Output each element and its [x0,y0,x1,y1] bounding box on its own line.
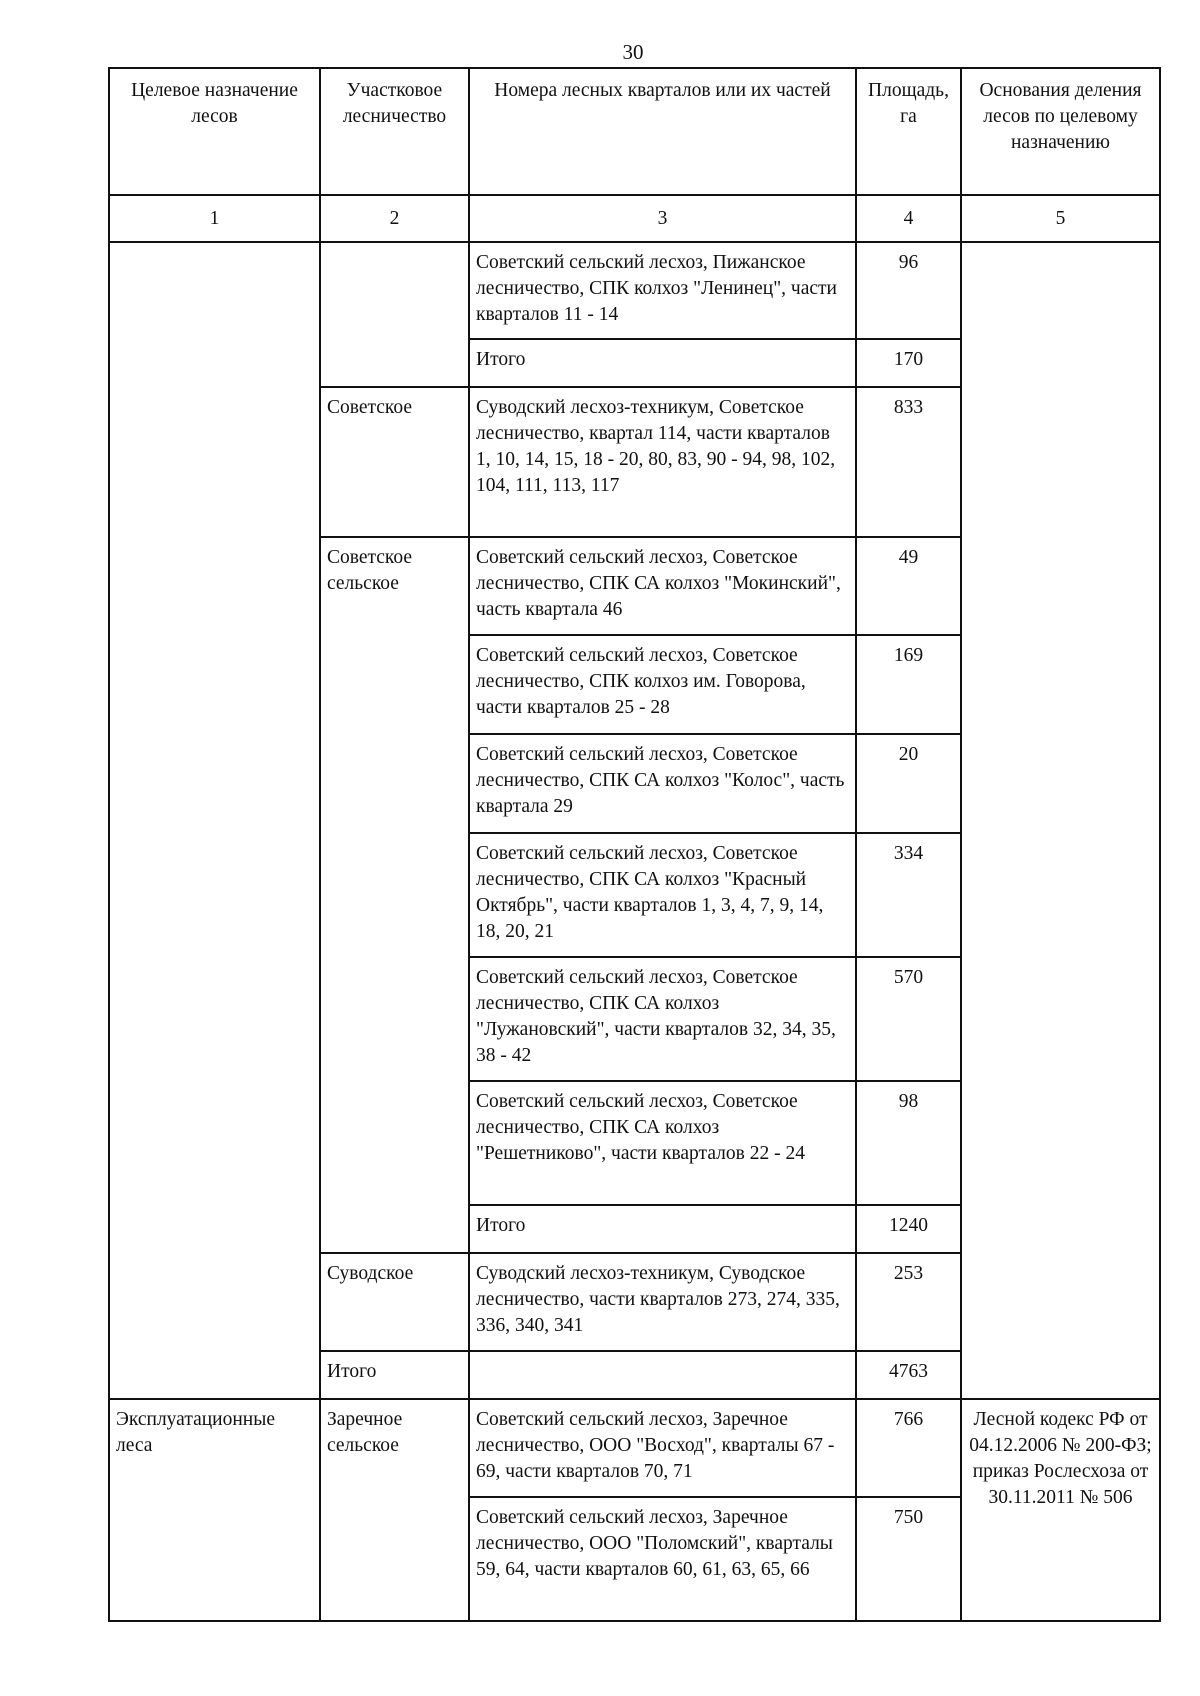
table-row [109,1399,1160,1497]
area-cell: 750 [856,1497,961,1621]
basis-cell: Лесной кодекс РФ от 04.12.2006 № 200-ФЗ; приказ Рослесхоза от 30.11.2011 № 506 [961,1399,1160,1621]
column-number-row [109,195,1160,242]
forestry-cell: Суводское [320,1253,469,1351]
header-quarters: Номера лесных кварталов или их частей [469,68,856,195]
quarters-cell: Суводский лесхоз-техникум, Суводское лесничество, части кварталов 273, 274, 335, 336, 340, 341 [469,1253,856,1351]
area-cell: 20 [856,734,961,833]
area-cell: 833 [856,387,961,537]
quarters-cell: Советский сельский лесхоз, Заречное лесничество, ООО "Поломский", кварталы 59, 64, части кварталов 60, 61, 63, 65, 66 [469,1497,856,1621]
column-number: 4 [856,195,961,242]
basis-cell-empty [961,242,1160,1399]
forestry-cell: Советское [320,387,469,537]
area-cell: 253 [856,1253,961,1351]
area-cell: 98 [856,1081,961,1205]
subtotal-area: 170 [856,339,961,387]
subtotal-label: Итого [469,1205,856,1253]
quarters-cell: Советский сельский лесхоз, Заречное лесничество, ООО "Восход", кварталы 67 - 69, части кварталов 70, 71 [469,1399,856,1497]
quarters-cell: Советский сельский лесхоз, Советское лесничество, СПК колхоз им. Говорова, части кварталов 25 - 28 [469,635,856,734]
total-label: Итого [320,1351,469,1399]
column-number: 2 [320,195,469,242]
table-row [109,242,1160,339]
quarters-cell: Советский сельский лесхоз, Советское лесничество, СПК СА колхоз "Мокинский", часть квартала 46 [469,537,856,635]
quarters-cell: Советский сельский лесхоз, Советское лесничество, СПК СА колхоз "Лужановский", части кварталов 32, 34, 35, 38 - 42 [469,957,856,1081]
subtotal-area: 1240 [856,1205,961,1253]
area-cell: 570 [856,957,961,1081]
quarters-cell: Советский сельский лесхоз, Советское лесничество, СПК СА колхоз "Колос", часть квартала 29 [469,734,856,833]
purpose-cell-empty [109,242,320,1399]
header-purpose: Целевое назначение лесов [109,68,320,195]
table-header-row [109,68,1160,195]
forest-purpose-table [108,67,1161,1622]
forestry-cell: Заречное сельское [320,1399,469,1621]
header-area: Площадь, га [856,68,961,195]
quarters-cell: Советский сельский лесхоз, Советское лесничество, СПК СА колхоз "Решетниково", части кварталов 22 - 24 [469,1081,856,1205]
column-number: 1 [109,195,320,242]
quarters-cell: Суводский лесхоз-техникум, Советское лесничество, квартал 114, части кварталов 1, 10, 14, 15, 18 - 20, 80, 83, 90 - 94, 98, 102, 104, 111, 113, 117 [469,387,856,537]
forestry-cell: Советское сельское [320,537,469,1253]
area-cell: 334 [856,833,961,957]
area-cell: 766 [856,1399,961,1497]
purpose-cell: Эксплуатационные леса [109,1399,320,1621]
forestry-cell-empty [320,242,469,387]
quarters-cell-empty [469,1351,856,1399]
area-cell: 49 [856,537,961,635]
column-number: 3 [469,195,856,242]
subtotal-label: Итого [469,339,856,387]
total-area: 4763 [856,1351,961,1399]
quarters-cell: Советский сельский лесхоз, Пижанское лесничество, СПК колхоз "Ленинец", части кварталов 11 - 14 [469,242,856,339]
page-number: 30 [622,40,644,64]
quarters-cell: Советский сельский лесхоз, Советское лесничество, СПК СА колхоз "Красный Октябрь", части кварталов 1, 3, 4, 7, 9, 14, 18, 20, 21 [469,833,856,957]
area-cell: 96 [856,242,961,339]
area-cell: 169 [856,635,961,734]
header-basis: Основания деления лесов по целевому назначению [961,68,1160,195]
header-forestry: Участковое лесничество [320,68,469,195]
column-number: 5 [961,195,1160,242]
